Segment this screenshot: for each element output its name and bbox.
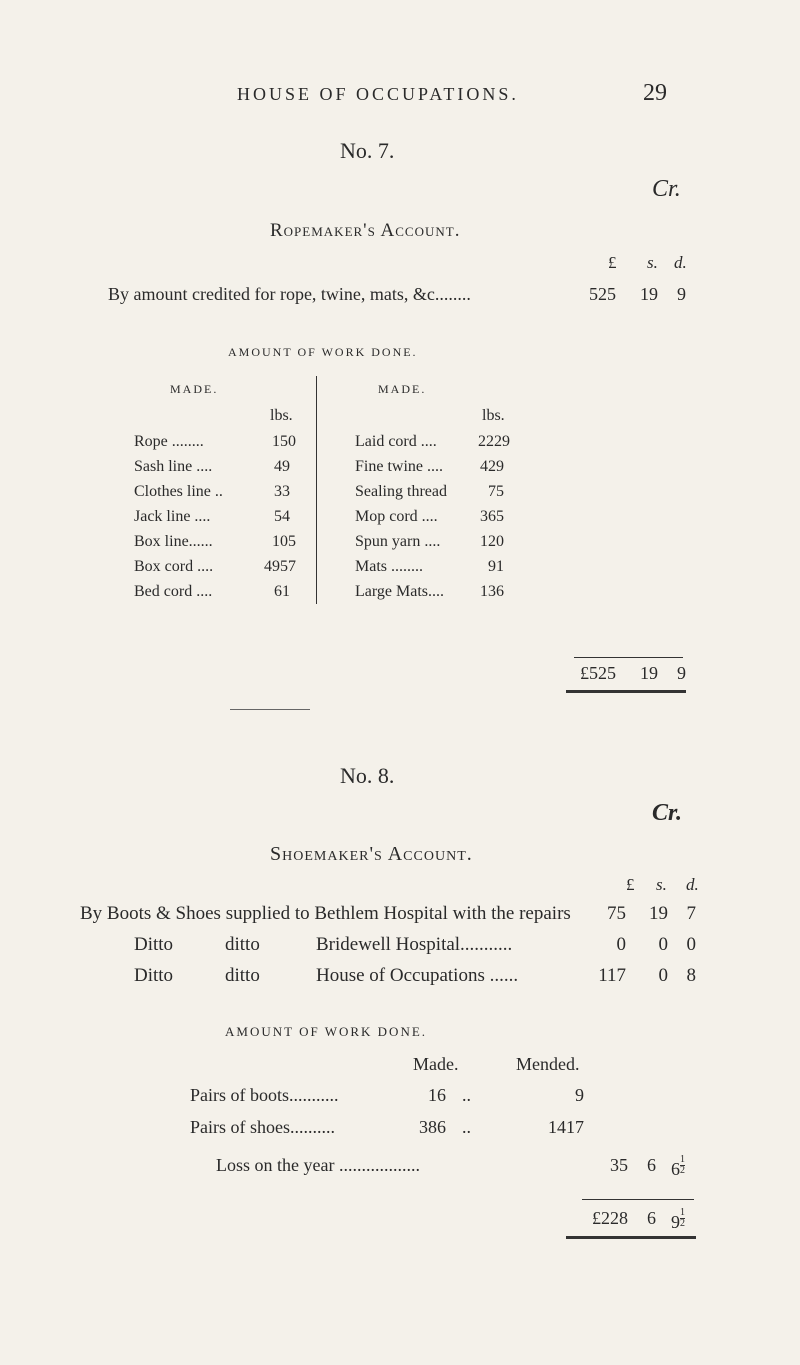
total-frac-num: 1 bbox=[680, 1207, 685, 1218]
section7-credit-shillings: 19 bbox=[640, 284, 658, 304]
occupations-pence: 8 bbox=[686, 965, 696, 986]
fine-twine-item: Fine twine .... bbox=[355, 458, 443, 475]
shoes-separator: .. bbox=[462, 1117, 471, 1137]
section8-total-pence bbox=[671, 1208, 685, 1233]
fine-twine-qty: 429 bbox=[480, 458, 504, 475]
section8-number: No. 8. bbox=[340, 763, 395, 788]
section7-pence-head: d. bbox=[674, 253, 687, 272]
occupations-ditto-1: Ditto bbox=[134, 965, 174, 986]
rope-item: Rope ........ bbox=[134, 433, 204, 450]
laid-cord-item: Laid cord .... bbox=[355, 433, 437, 450]
section7-credit-text: By amount credited for rope, twine, mats, &c........ bbox=[108, 284, 471, 304]
sash-line-qty: 49 bbox=[274, 458, 290, 475]
bridewell-ditto-1: Ditto bbox=[134, 934, 174, 955]
occupations-pounds: 117 bbox=[598, 965, 626, 986]
large-mats-item: Large Mats.... bbox=[355, 583, 445, 600]
occupations-text: House of Occupations ...... bbox=[316, 965, 519, 986]
boots-item: Pairs of boots........... bbox=[190, 1085, 339, 1105]
section7-number: No. 7. bbox=[340, 138, 395, 163]
section7-total-pence: 9 bbox=[677, 663, 686, 683]
section7-total-shillings: 19 bbox=[640, 663, 658, 683]
section7-work-heading: AMOUNT OF WORK DONE. bbox=[228, 345, 418, 359]
total-pence-fraction bbox=[680, 1208, 685, 1229]
mop-cord-item: Mop cord .... bbox=[355, 508, 438, 525]
running-title: HOUSE OF OCCUPATIONS. bbox=[237, 84, 519, 104]
box-cord-qty: 4957 bbox=[264, 558, 296, 575]
bridewell-text: Bridewell Hospital........... bbox=[316, 934, 513, 955]
section7-total-rule bbox=[566, 690, 686, 693]
total-frac-den: 2 bbox=[680, 1218, 685, 1229]
loss-shillings: 6 bbox=[647, 1155, 656, 1175]
sash-line-item: Sash line .... bbox=[134, 458, 213, 475]
shoes-made: 386 bbox=[419, 1117, 446, 1137]
section7-pound-symbol: £ bbox=[608, 253, 617, 272]
box-line-item: Box line...... bbox=[134, 533, 213, 550]
bridewell-pence: 0 bbox=[686, 934, 696, 955]
section8-title: Shoemaker's Account. bbox=[270, 843, 473, 865]
loss-pounds: 35 bbox=[610, 1155, 628, 1175]
boots-mended: 9 bbox=[575, 1085, 584, 1105]
section7-total-pounds: £525 bbox=[580, 663, 616, 683]
box-line-qty: 105 bbox=[272, 533, 296, 550]
boots-separator: .. bbox=[462, 1085, 471, 1105]
section7-left-heading: MADE. bbox=[170, 382, 219, 396]
large-mats-qty: 136 bbox=[480, 583, 504, 600]
boots-made: 16 bbox=[428, 1085, 446, 1105]
section8-shillings-head: s. bbox=[656, 875, 667, 894]
jack-line-qty: 54 bbox=[274, 508, 290, 525]
loss-pence-fraction bbox=[680, 1155, 685, 1176]
spun-yarn-qty: 120 bbox=[480, 533, 504, 550]
loss-frac-den: 2 bbox=[680, 1165, 685, 1176]
bethlem-shillings: 19 bbox=[649, 903, 668, 924]
box-cord-item: Box cord .... bbox=[134, 558, 214, 575]
mats-item: Mats ........ bbox=[355, 558, 423, 575]
section8-pound-symbol: £ bbox=[626, 875, 635, 894]
section8-pence-head: d. bbox=[686, 875, 699, 894]
loss-pence-whole: 6 bbox=[671, 1159, 680, 1179]
section8-total-rule bbox=[566, 1236, 696, 1239]
section7-cr: Cr. bbox=[652, 176, 681, 202]
section8-total-pounds: £228 bbox=[592, 1208, 628, 1228]
mop-cord-qty: 365 bbox=[480, 508, 504, 525]
laid-cord-qty: 2229 bbox=[478, 433, 510, 450]
bridewell-pounds: 0 bbox=[616, 934, 626, 955]
sealing-thread-item: Sealing thread bbox=[355, 483, 447, 500]
shoes-item: Pairs of shoes.......... bbox=[190, 1117, 335, 1137]
section8-work-heading: AMOUNT OF WORK DONE. bbox=[225, 1024, 428, 1039]
section7-credit-pounds: 525 bbox=[589, 284, 616, 304]
section7-right-unit: lbs. bbox=[482, 407, 505, 424]
loss-pence bbox=[671, 1155, 685, 1180]
section7-right-heading: MADE. bbox=[378, 382, 427, 396]
bed-cord-item: Bed cord .... bbox=[134, 583, 213, 600]
column-divider bbox=[316, 376, 317, 604]
section7-credit-pence: 9 bbox=[677, 284, 686, 304]
bridewell-shillings: 0 bbox=[658, 934, 668, 955]
loss-frac-num: 1 bbox=[680, 1154, 685, 1165]
spun-yarn-item: Spun yarn .... bbox=[355, 533, 441, 550]
bethlem-pounds: 75 bbox=[607, 903, 626, 924]
sealing-thread-qty: 75 bbox=[488, 483, 504, 500]
bethlem-pence: 7 bbox=[686, 903, 696, 924]
occupations-shillings: 0 bbox=[658, 965, 668, 986]
jack-line-item: Jack line .... bbox=[134, 508, 211, 525]
section7-sum-rule bbox=[574, 657, 683, 658]
section7-shillings-head: s. bbox=[647, 253, 658, 272]
shoes-mended: 1417 bbox=[548, 1117, 584, 1137]
clothes-line-qty: 33 bbox=[274, 483, 290, 500]
page-number: 29 bbox=[643, 80, 667, 106]
mended-column-head: Mended. bbox=[516, 1054, 580, 1074]
section8-cr: Cr. bbox=[652, 800, 683, 826]
mats-qty: 91 bbox=[488, 558, 504, 575]
clothes-line-item: Clothes line .. bbox=[134, 483, 223, 500]
bed-cord-qty: 61 bbox=[274, 583, 290, 600]
rope-qty: 150 bbox=[272, 433, 296, 450]
total-pence-whole: 9 bbox=[671, 1212, 680, 1232]
bethlem-line-text: By Boots & Shoes supplied to Bethlem Hospital with the repairs bbox=[80, 903, 571, 924]
section8-sum-rule bbox=[582, 1199, 694, 1200]
section7-left-unit: lbs. bbox=[270, 407, 293, 424]
occupations-ditto-2: ditto bbox=[225, 965, 260, 986]
section-separator bbox=[230, 709, 310, 710]
made-column-head: Made. bbox=[413, 1054, 459, 1074]
section8-total-shillings: 6 bbox=[647, 1208, 656, 1228]
loss-text: Loss on the year .................. bbox=[216, 1155, 420, 1175]
bridewell-ditto-2: ditto bbox=[225, 934, 260, 955]
section7-title: Ropemaker's Account. bbox=[270, 220, 461, 241]
